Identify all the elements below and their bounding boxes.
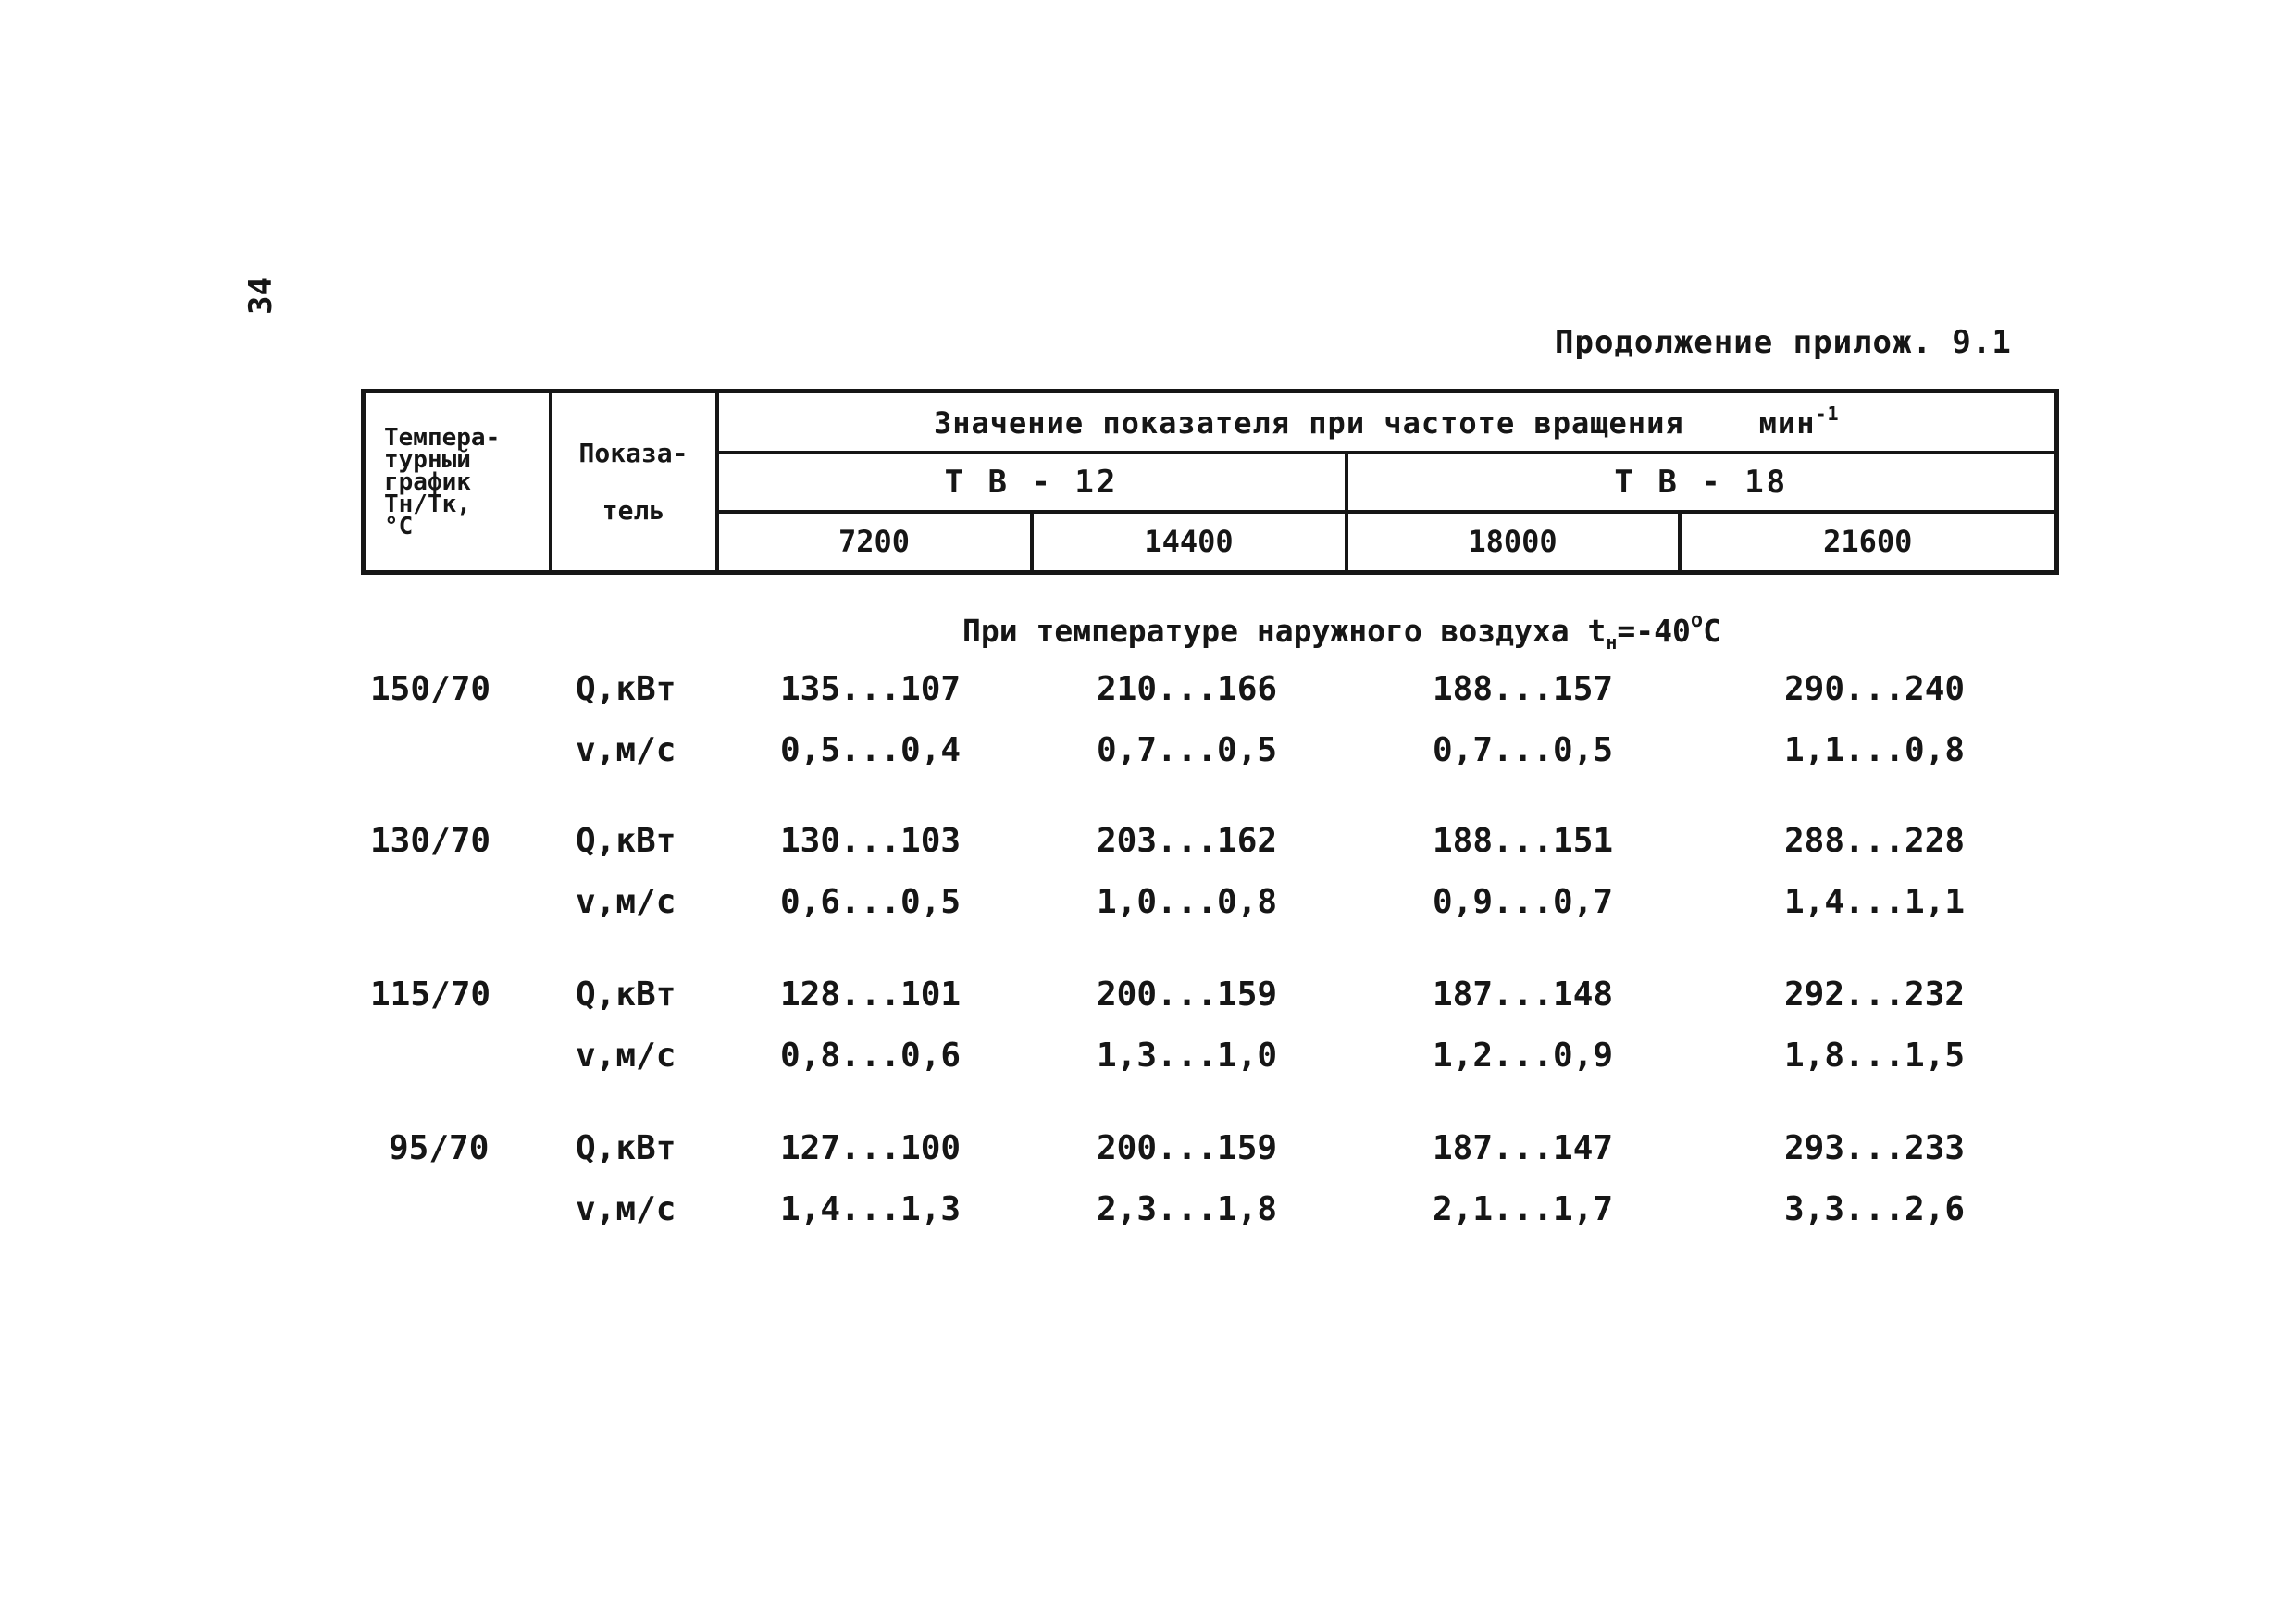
- model-header: Т В - 12: [717, 453, 1347, 512]
- value-header-text: Значение показателя при частоте вращения: [933, 405, 1684, 442]
- table-row: [0, 883, 2296, 929]
- indicator-cell: v,м/с: [576, 1037, 676, 1075]
- table-row: [0, 976, 2296, 1022]
- indicator-cell: Q,кВт: [576, 1129, 676, 1167]
- frequency-header: 18000: [1347, 512, 1680, 573]
- temperature-header-line: Темпера-: [384, 423, 501, 452]
- table-row: [0, 1190, 2296, 1237]
- frequency-header: 14400: [1032, 512, 1347, 573]
- value-cell: 2,1...1,7: [1433, 1190, 1614, 1228]
- subheading: [962, 609, 1721, 653]
- value-cell: 1,4...1,1: [1784, 883, 1966, 921]
- value-cell: 2,3...1,8: [1097, 1190, 1278, 1228]
- value-cell: 0,5...0,4: [780, 731, 962, 769]
- value-cell: 200...159: [1097, 976, 1278, 1014]
- table-header: [361, 389, 2059, 575]
- indicator-cell: v,м/с: [576, 1190, 676, 1228]
- value-cell: 292...232: [1784, 976, 1966, 1014]
- unit-power: -1: [1815, 403, 1840, 426]
- value-cell: 1,4...1,3: [780, 1190, 962, 1228]
- value-cell: 127...100: [780, 1129, 962, 1167]
- subheading-degree: о: [1690, 609, 1704, 632]
- value-cell: 130...103: [780, 822, 962, 860]
- temperature-header-line: °С: [384, 512, 414, 541]
- value-cell: 0,6...0,5: [780, 883, 962, 921]
- subheading-unit: С: [1703, 613, 1722, 649]
- value-cell: 290...240: [1784, 670, 1966, 708]
- table-row: [0, 1129, 2296, 1175]
- unit-label: мин: [1758, 405, 1816, 442]
- temperature-cell: 115/70: [370, 976, 491, 1014]
- value-cell: 288...228: [1784, 822, 1966, 860]
- frequency-header: 7200: [717, 512, 1032, 573]
- value-cell: 293...233: [1784, 1129, 1966, 1167]
- value-cell: 1,2...0,9: [1433, 1037, 1614, 1075]
- value-cell: 135...107: [780, 670, 962, 708]
- value-cell: 188...151: [1433, 822, 1614, 860]
- temperature-header-line: Тн/Тк,: [384, 490, 471, 518]
- value-cell: 3,3...2,6: [1784, 1190, 1966, 1228]
- value-cell: 1,3...1,0: [1097, 1037, 1278, 1075]
- value-cell: 200...159: [1097, 1129, 1278, 1167]
- table-row: [0, 731, 2296, 777]
- continuation-label: Продолжение прилож. 9.1: [1555, 324, 2012, 361]
- value-cell: 210...166: [1097, 670, 1278, 708]
- temperature-cell: 95/70: [389, 1129, 490, 1167]
- temperature-header: [364, 392, 551, 573]
- subheading-text: При температуре наружного воздуха t: [962, 613, 1607, 649]
- temperature-cell: 150/70: [370, 670, 491, 708]
- temperature-header-line: турный: [384, 445, 471, 474]
- value-cell: 0,7...0,5: [1097, 731, 1278, 769]
- temperature-header-line: график: [384, 467, 471, 496]
- indicator-cell: v,м/с: [576, 731, 676, 769]
- value-cell: 187...147: [1433, 1129, 1614, 1167]
- indicator-header-line: тель: [602, 494, 665, 526]
- table-row: [0, 670, 2296, 716]
- value-cell: 1,8...1,5: [1784, 1037, 1966, 1075]
- indicator-header-line: Показа-: [578, 437, 689, 468]
- indicator-cell: Q,кВт: [576, 976, 676, 1014]
- value-cell: 203...162: [1097, 822, 1278, 860]
- indicator-cell: v,м/с: [576, 883, 676, 921]
- value-cell: 0,8...0,6: [780, 1037, 962, 1075]
- value-header: [717, 392, 2057, 453]
- temperature-cell: 130/70: [370, 822, 491, 860]
- value-cell: 0,9...0,7: [1433, 883, 1614, 921]
- value-cell: 1,1...0,8: [1784, 731, 1966, 769]
- value-cell: 128...101: [780, 976, 962, 1014]
- page-number: 34: [242, 277, 279, 315]
- value-cell: 1,0...0,8: [1097, 883, 1278, 921]
- subheading-value: =-40: [1617, 613, 1691, 649]
- indicator-cell: Q,кВт: [576, 670, 676, 708]
- frequency-header: 21600: [1680, 512, 2057, 573]
- value-cell: 0,7...0,5: [1433, 731, 1614, 769]
- indicator-header: [551, 392, 717, 573]
- value-cell: 187...148: [1433, 976, 1614, 1014]
- table-row: [0, 822, 2296, 868]
- subheading-subscript: н: [1606, 631, 1618, 653]
- model-header: Т В - 18: [1347, 453, 2057, 512]
- value-cell: 188...157: [1433, 670, 1614, 708]
- table-row: [0, 1037, 2296, 1083]
- indicator-cell: Q,кВт: [576, 822, 676, 860]
